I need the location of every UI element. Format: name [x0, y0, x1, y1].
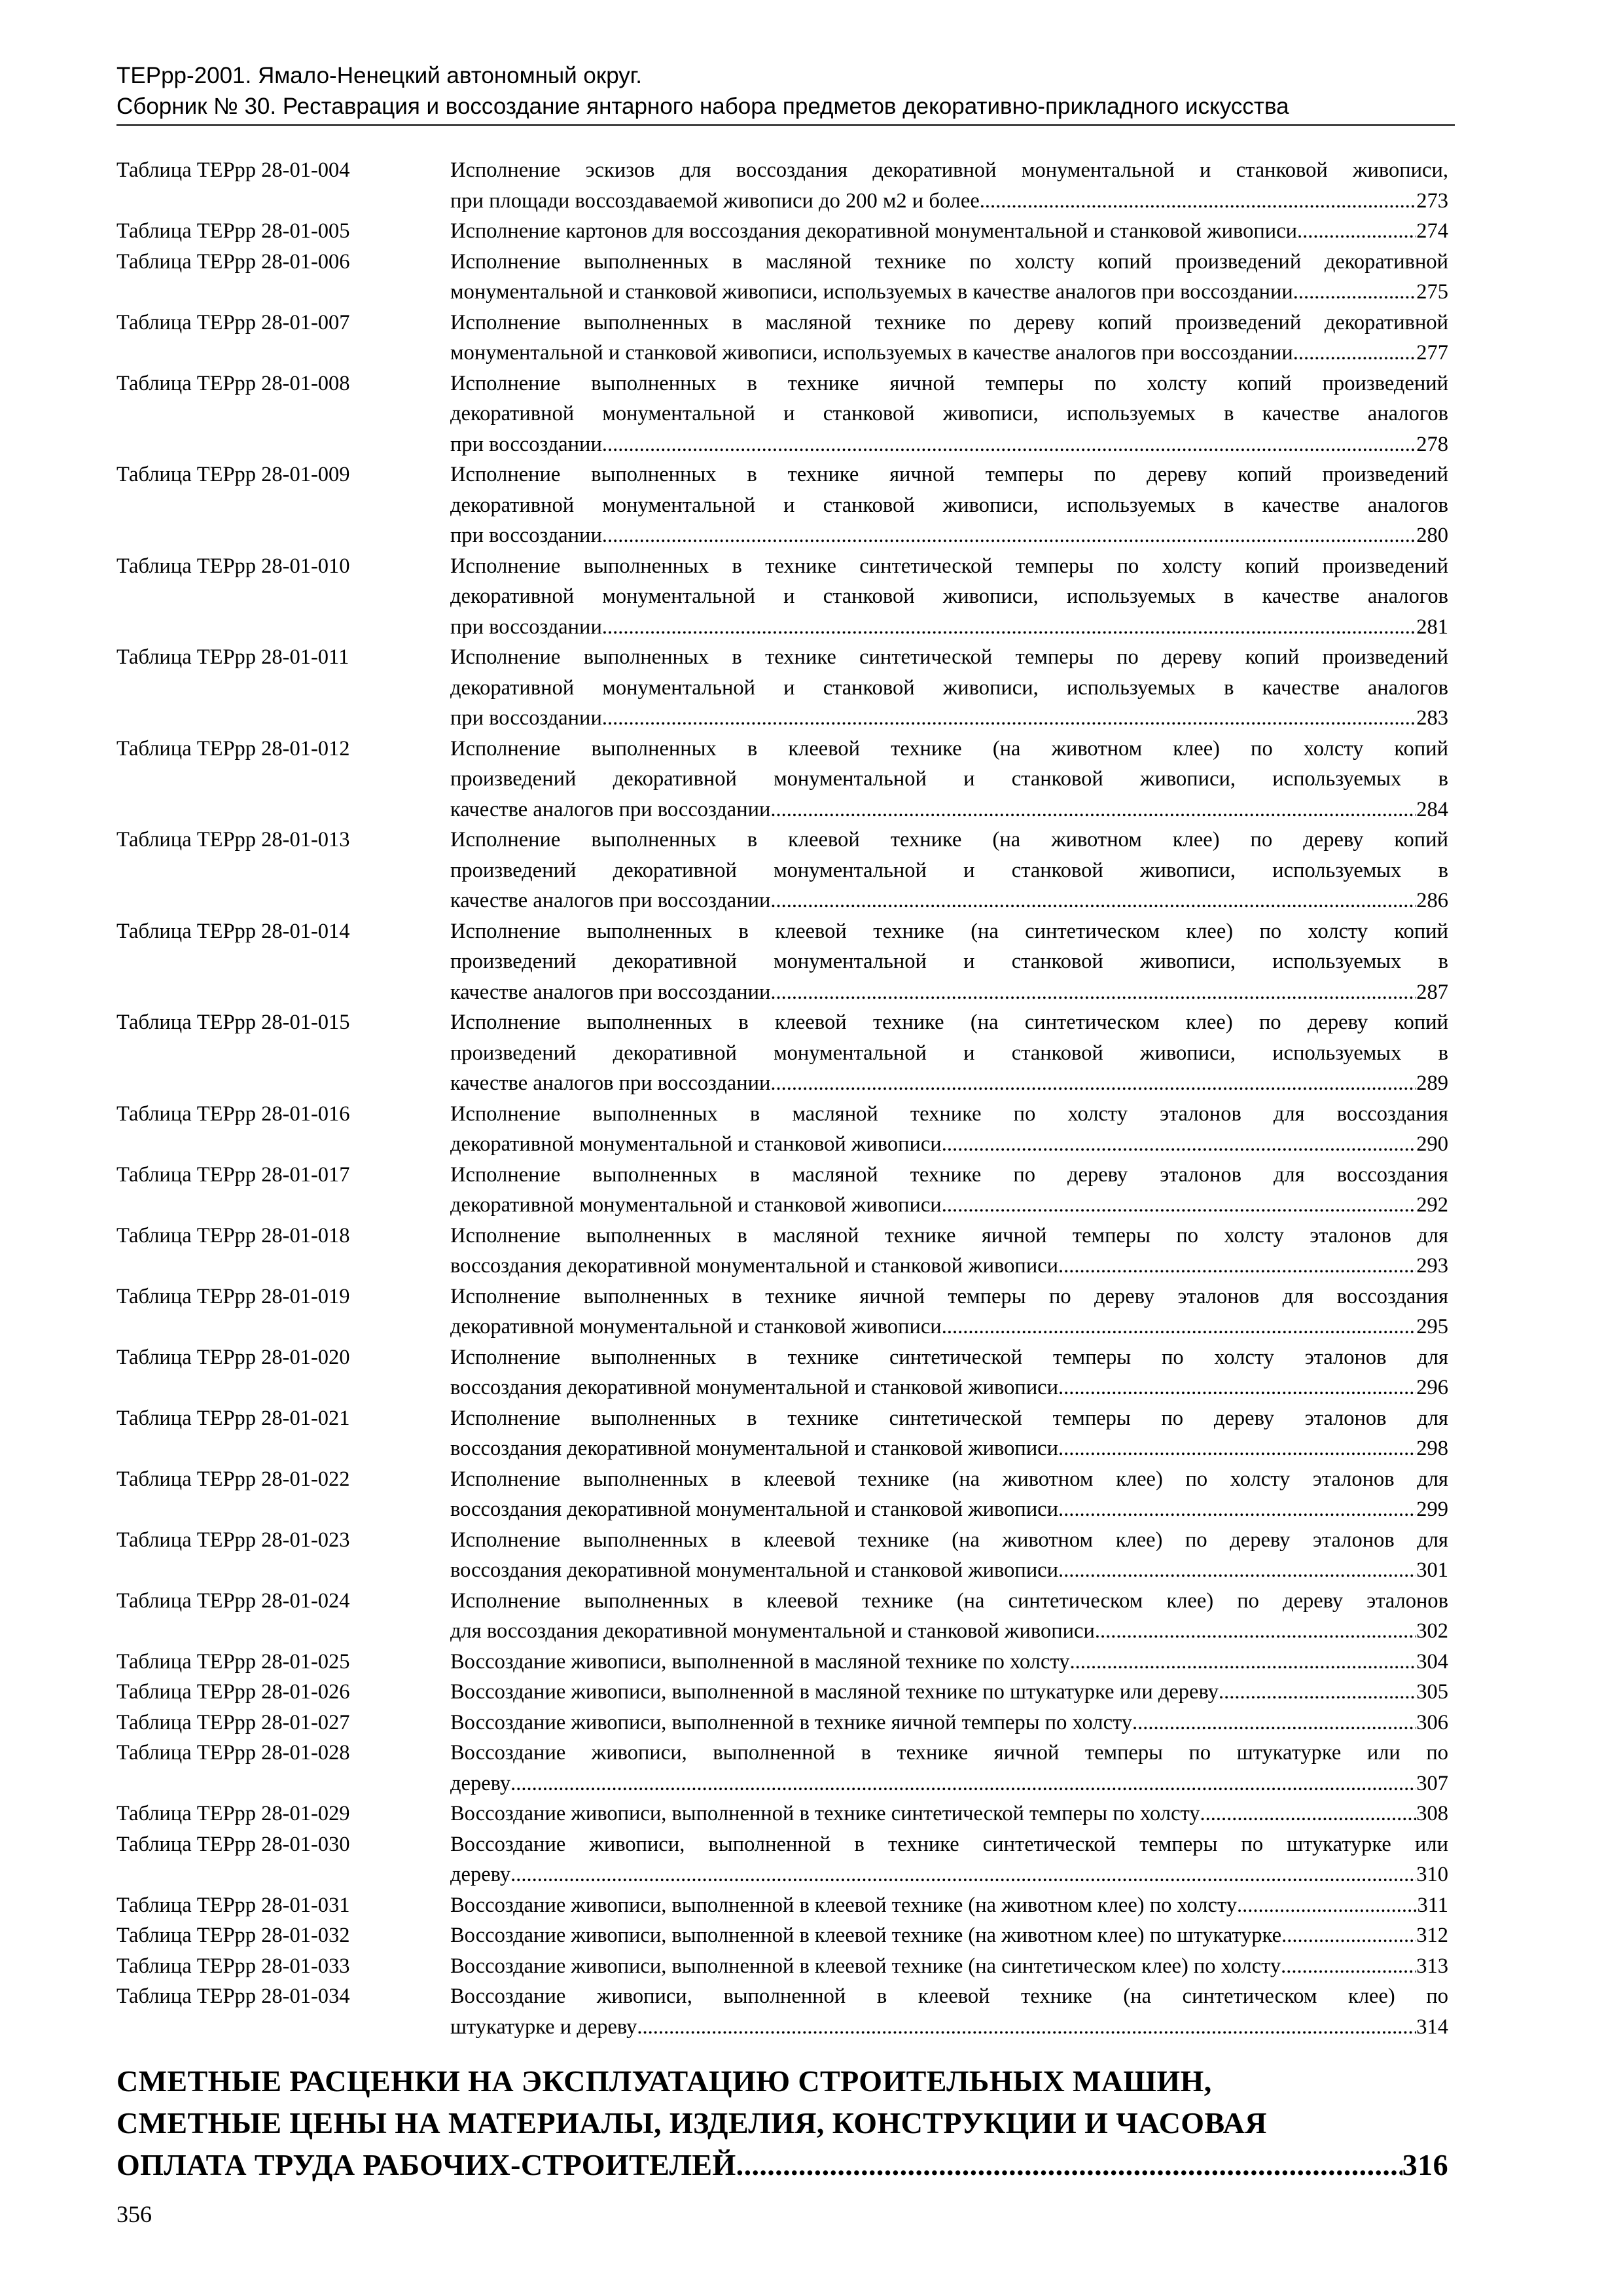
toc-entry-page-number: 306 [1416, 1710, 1448, 1734]
dot-leader [1281, 1920, 1416, 1951]
toc-entry-last-text: Воссоздание живописи, выполненной в масляной технике по штукатурке или дереву [450, 1680, 1219, 1704]
toc-entry[interactable] [116, 1221, 1448, 1282]
toc-entry-line: произведений декоративной монументальной и станковой живописи, используемых в [450, 1041, 1448, 1065]
toc-entry-page-number: 312 [1416, 1924, 1448, 1947]
toc-entry-line: декоративной монументальной и станковой живописи, используемых в качестве аналогов [450, 493, 1448, 517]
toc-entry[interactable] [116, 1160, 1448, 1221]
toc-entry-page-number: 278 [1416, 432, 1448, 456]
toc-entry-line: декоративной монументальной и станковой живописи, используемых в качестве аналогов [450, 584, 1448, 608]
toc-entry-last-line [450, 186, 1448, 217]
dot-leader [736, 2144, 1402, 2186]
toc-entry[interactable] [116, 368, 1448, 460]
toc-entry-description [450, 1920, 1448, 1951]
toc-entry-last-line [450, 1859, 1448, 1890]
dot-leader [770, 795, 1416, 825]
dot-leader [1237, 1890, 1417, 1921]
toc-entry-page-number: 307 [1416, 1771, 1448, 1795]
dot-leader [980, 186, 1417, 217]
dot-leader [1058, 1433, 1416, 1464]
toc-entry-description [450, 1799, 1448, 1829]
toc-entry-description [450, 1403, 1448, 1464]
dot-leader [1297, 216, 1416, 247]
toc-entry-description [450, 1829, 1448, 1890]
toc-entry-last-text: качестве аналогов при воссоздании [450, 889, 771, 912]
toc-entry-line: Исполнение выполненных в масляной технике по холсту эталонов для воссоздания [450, 1102, 1448, 1126]
toc-entry-description [450, 551, 1448, 643]
toc-entry-label: Таблица ТЕРрр 28-01-005 [116, 219, 350, 243]
dot-leader [1058, 1555, 1416, 1586]
toc-entry-page-number: 275 [1416, 280, 1448, 304]
toc-entry[interactable] [116, 916, 1448, 1008]
header-subtitle: Сборник № 30. Реставрация и воссоздание янтарного набора предметов декоративно-прикладного искусства [116, 94, 1289, 119]
toc-entry-description [450, 308, 1448, 368]
toc-entry-last-line [450, 1890, 1448, 1921]
header-title: ТЕРрр-2001. Ямало-Ненецкий автономный округ. [116, 63, 643, 88]
toc-entry[interactable] [116, 459, 1448, 551]
toc-entry-description [450, 1342, 1448, 1403]
dot-leader [1219, 1677, 1416, 1708]
dot-leader [942, 1190, 1417, 1221]
toc-entry-label: Таблица ТЕРрр 28-01-022 [116, 1467, 350, 1491]
toc-entry-line: Исполнение выполненных в технике синтетической темперы по холсту эталонов для [450, 1345, 1448, 1369]
toc-entry-label: Таблица ТЕРрр 28-01-007 [116, 310, 350, 334]
toc-entry-page-number: 287 [1416, 980, 1448, 1004]
toc-entry-page-number: 289 [1416, 1071, 1448, 1095]
toc-entry-page-number: 304 [1416, 1649, 1448, 1674]
toc-entry-last-line [450, 1129, 1448, 1160]
toc-entry-last-text: монументальной и станковой живописи, используемых в качестве аналогов при воссоздании [450, 341, 1293, 365]
toc-entry[interactable] [116, 1647, 1448, 1677]
toc-entry-last-text: при воссоздании [450, 706, 602, 730]
toc-entry-last-text: качестве аналогов при воссоздании [450, 797, 771, 821]
toc-entry-description [450, 1464, 1448, 1525]
toc-entry[interactable] [116, 1282, 1448, 1342]
toc-entry-last-text: воссоздания декоративной монументальной и станковой живописи [450, 1254, 1059, 1278]
toc-entry-last-line [450, 1068, 1448, 1099]
toc-entry-description [450, 1951, 1448, 1982]
toc-entry-last-text: декоративной монументальной и станковой живописи [450, 1193, 942, 1217]
toc-entry-last-text: Воссоздание живописи, выполненной в масляной технике по холсту [450, 1649, 1070, 1674]
toc-entry-last-text: декоративной монументальной и станковой живописи [450, 1132, 942, 1156]
toc-entry-line: Исполнение выполненных в технике синтетической темперы по дереву эталонов для [450, 1406, 1448, 1430]
toc-entry[interactable] [116, 1586, 1448, 1647]
toc-entry-label: Таблица ТЕРрр 28-01-030 [116, 1832, 350, 1856]
toc-entry-description [450, 1890, 1448, 1921]
toc-entry-last-line [450, 1768, 1448, 1799]
toc-entry-description [450, 216, 1448, 247]
toc-entry-page-number: 283 [1416, 706, 1448, 730]
toc-entry-last-line [450, 886, 1448, 916]
toc-entry-last-text: при площади воссоздаваемой живописи до 200 м2 и более [450, 188, 980, 213]
toc-entry-last-text: декоративной монументальной и станковой живописи [450, 1315, 942, 1338]
toc-entry-last-line [450, 429, 1448, 460]
dot-leader [602, 429, 1416, 460]
toc-entry-description [450, 1099, 1448, 1160]
toc-entry-description [450, 1221, 1448, 1282]
toc-entry-label: Таблица ТЕРрр 28-01-016 [116, 1102, 350, 1126]
toc-entry-label: Таблица ТЕРрр 28-01-023 [116, 1528, 350, 1552]
toc-entry[interactable] [116, 1981, 1448, 2042]
dot-leader [1281, 1951, 1416, 1982]
toc-entry-label: Таблица ТЕРрр 28-01-014 [116, 919, 350, 943]
toc-entry-description [450, 1708, 1448, 1738]
toc-entry-description [450, 1677, 1448, 1708]
toc-entry-label: Таблица ТЕРрр 28-01-020 [116, 1345, 350, 1369]
toc-entry-line: Исполнение выполненных в клеевой технике (на животном клее) по дереву копий [450, 828, 1448, 852]
toc-entry[interactable] [116, 1342, 1448, 1403]
toc-entry-page-number: 293 [1416, 1254, 1448, 1278]
toc-entry-description [450, 734, 1448, 825]
toc-entry-line: Исполнение выполненных в технике яичной темперы по дереву копий произведений [450, 463, 1448, 486]
toc-entry-last-line [450, 338, 1448, 368]
toc-entry-line: Исполнение выполненных в технике синтетической темперы по холсту копий произведений [450, 554, 1448, 578]
toc-entry[interactable] [116, 1890, 1448, 1921]
toc-entry-page-number: 292 [1416, 1193, 1448, 1217]
toc-entry-label: Таблица ТЕРрр 28-01-011 [116, 645, 349, 669]
toc-entry-last-line [450, 1677, 1448, 1708]
toc-entry-label: Таблица ТЕРрр 28-01-010 [116, 554, 350, 578]
toc-entry-page-number: 290 [1416, 1132, 1448, 1156]
toc-entry-page-number: 299 [1416, 1498, 1448, 1521]
toc-entry-last-line [450, 1708, 1448, 1738]
toc-entry-page-number: 295 [1416, 1315, 1448, 1338]
toc-entry[interactable] [116, 1708, 1448, 1738]
toc-entry-label: Таблица ТЕРрр 28-01-015 [116, 1011, 350, 1034]
toc-entry[interactable] [116, 1403, 1448, 1464]
toc-entry-last-line [450, 520, 1448, 551]
toc-entry-description [450, 1525, 1448, 1586]
toc-entry-description [450, 368, 1448, 460]
toc-entry-label: Таблица ТЕРрр 28-01-008 [116, 371, 350, 395]
toc-entry-last-line [450, 1799, 1448, 1829]
toc-entry-page-number: 308 [1416, 1802, 1448, 1825]
toc-entry[interactable] [116, 1099, 1448, 1160]
toc-entry-last-text: Исполнение картонов для воссоздания декоративной монументальной и станковой живописи [450, 219, 1298, 243]
toc-entry[interactable] [116, 247, 1448, 308]
toc-entry-line: Воссоздание живописи, выполненной в клеевой технике (на синтетическом клее) по [450, 1984, 1448, 2008]
toc-entry-page-number: 310 [1416, 1863, 1448, 1886]
toc-entry-last-line [450, 1494, 1448, 1525]
toc-entry-description [450, 1738, 1448, 1799]
section-heading[interactable] [116, 2060, 1448, 2186]
toc-entry-label: Таблица ТЕРрр 28-01-029 [116, 1802, 350, 1825]
toc-entry-label: Таблица ТЕРрр 28-01-021 [116, 1406, 350, 1430]
section-heading-line-1: СМЕТНЫЕ РАСЦЕНКИ НА ЭКСПЛУАТАЦИЮ СТРОИТЕЛЬНЫХ МАШИН, [116, 2064, 1212, 2098]
toc-entry-last-line [450, 1616, 1448, 1647]
toc-entry-page-number: 274 [1416, 219, 1448, 243]
toc-entry-line: произведений декоративной монументальной и станковой живописи, используемых в [450, 950, 1448, 973]
toc-entry-label: Таблица ТЕРрр 28-01-033 [116, 1954, 350, 1978]
dot-leader [1058, 1372, 1416, 1403]
toc-entry[interactable] [116, 216, 1448, 247]
dot-leader [770, 977, 1416, 1008]
toc-entry-description [450, 642, 1448, 734]
toc-entry-label: Таблица ТЕРрр 28-01-013 [116, 828, 350, 852]
toc-entry-page-number: 301 [1416, 1558, 1448, 1582]
toc-entry-label: Таблица ТЕРрр 28-01-027 [116, 1710, 350, 1734]
toc-entry-label: Таблица ТЕРрр 28-01-009 [116, 463, 350, 486]
toc-entry-last-text: Воссоздание живописи, выполненной в клеевой технике (на животном клее) по штукатурке [450, 1924, 1282, 1947]
toc-entry-last-line [450, 216, 1448, 247]
toc-entry-line: Исполнение выполненных в клеевой технике (на синтетическом клее) по холсту копий [450, 919, 1448, 943]
toc-entry-page-number: 296 [1416, 1376, 1448, 1399]
toc-entry-label: Таблица ТЕРрр 28-01-034 [116, 1984, 350, 2008]
toc-entry-last-line [450, 1555, 1448, 1586]
toc-entry-last-text: дереву [450, 1863, 511, 1886]
toc-entry[interactable] [116, 1007, 1448, 1099]
dot-leader [637, 2012, 1416, 2043]
toc-entry[interactable] [116, 1677, 1448, 1708]
toc-entry-line: Исполнение выполненных в клеевой технике (на животном клее) по холсту эталонов для [450, 1467, 1448, 1491]
dot-leader [1069, 1647, 1416, 1677]
toc-entry-label: Таблица ТЕРрр 28-01-031 [116, 1893, 350, 1917]
toc-entry-last-line [450, 1647, 1448, 1677]
toc-entry-description [450, 1647, 1448, 1677]
toc-entry-label: Таблица ТЕРрр 28-01-026 [116, 1680, 350, 1704]
toc-entry-last-line [450, 703, 1448, 734]
toc-entry-last-text: воссоздания декоративной монументальной и станковой живописи [450, 1437, 1059, 1460]
toc-entry-label: Таблица ТЕРрр 28-01-025 [116, 1649, 350, 1674]
toc-entry-line: Исполнение выполненных в масляной технике по холсту копий произведений декоративной [450, 249, 1448, 274]
toc-entry-description [450, 825, 1448, 916]
toc-entry-page-number: 277 [1416, 341, 1448, 365]
toc-entry[interactable] [116, 1951, 1448, 1982]
dot-leader [1058, 1494, 1416, 1525]
toc-entry-page-number: 286 [1416, 889, 1448, 912]
dot-leader [1095, 1616, 1416, 1647]
toc-entry-line: Исполнение выполненных в технике яичной темперы по холсту копий произведений [450, 371, 1448, 395]
toc-entry-last-text: монументальной и станковой живописи, используемых в качестве аналогов при воссоздании [450, 280, 1293, 304]
toc-entry-description [450, 459, 1448, 551]
toc-entry-last-text: воссоздания декоративной монументальной и станковой живописи [450, 1558, 1059, 1582]
toc-entry-description [450, 247, 1448, 308]
dot-leader [942, 1129, 1417, 1160]
toc-entry-last-line [450, 1433, 1448, 1464]
toc-entry[interactable] [116, 825, 1448, 916]
toc-entry[interactable] [116, 1920, 1448, 1951]
toc-entry[interactable] [116, 1738, 1448, 1799]
toc-entry-last-text: дереву [450, 1771, 511, 1795]
toc-entry-label: Таблица ТЕРрр 28-01-028 [116, 1741, 350, 1765]
toc-entry[interactable] [116, 734, 1448, 825]
toc-entry-line: Исполнение выполненных в масляной технике яичной темперы по холсту эталонов для [450, 1223, 1448, 1247]
toc-entry-line: произведений декоративной монументальной и станковой живописи, используемых в [450, 767, 1448, 791]
toc-entry-last-text: Воссоздание живописи, выполненной в технике синтетической темперы по холсту [450, 1802, 1200, 1825]
toc-entry-line: Воссоздание живописи, выполненной в технике синтетической темперы по штукатурке или [450, 1832, 1448, 1856]
toc-entry-last-text: для воссоздания декоративной монументальной и станковой живописи [450, 1619, 1095, 1643]
toc-entry[interactable] [116, 642, 1448, 734]
toc-entry-last-line [450, 1251, 1448, 1282]
toc-entry-last-text: воссоздания декоративной монументальной и станковой живописи [450, 1498, 1059, 1521]
dot-leader [510, 1859, 1416, 1890]
toc-entry-line: Исполнение выполненных в технике синтетической темперы по дереву копий произведений [450, 645, 1448, 669]
toc-entry-last-line [450, 1951, 1448, 1982]
dot-leader [602, 520, 1416, 551]
toc-entry-page-number: 280 [1416, 524, 1448, 547]
toc-entry-last-line [450, 1920, 1448, 1951]
toc-entry-label: Таблица ТЕРрр 28-01-006 [116, 249, 350, 274]
toc-entry-description [450, 1007, 1448, 1099]
toc-entry[interactable] [116, 1799, 1448, 1829]
toc-entry[interactable] [116, 1525, 1448, 1586]
toc-entry-line: Исполнение выполненных в технике яичной темперы по дереву эталонов для воссоздания [450, 1284, 1448, 1308]
toc-entry-line: Исполнение выполненных в клеевой технике (на животном клее) по дереву эталонов для [450, 1528, 1448, 1552]
toc-entry-description [450, 155, 1448, 216]
toc-entry-last-text: Воссоздание живописи, выполненной в клеевой технике (на синтетическом клее) по холсту [450, 1954, 1281, 1978]
toc-entry-description [450, 1282, 1448, 1342]
toc-entry-label: Таблица ТЕРрр 28-01-024 [116, 1588, 350, 1613]
dot-leader [510, 1768, 1416, 1799]
toc-entry-line: Исполнение выполненных в клеевой технике (на синтетическом клее) по дереву эталонов [450, 1588, 1448, 1613]
toc-entry-line: произведений декоративной монументальной и станковой живописи, используемых в [450, 858, 1448, 882]
toc-entry-page-number: 311 [1417, 1893, 1448, 1917]
toc-entry-page-number: 305 [1416, 1680, 1448, 1704]
toc-entry-last-line [450, 277, 1448, 308]
toc-entry-last-text: воссоздания декоративной монументальной и станковой живописи [450, 1376, 1059, 1399]
toc-entry[interactable] [116, 1829, 1448, 1890]
toc-entry-last-line [450, 1372, 1448, 1403]
section-heading-line-2: СМЕТНЫЕ ЦЕНЫ НА МАТЕРИАЛЫ, ИЗДЕЛИЯ, КОНСТРУКЦИИ И ЧАСОВАЯ [116, 2106, 1267, 2140]
toc-entry-line: Исполнение выполненных в масляной технике по дереву копий произведений декоративной [450, 310, 1448, 334]
toc-entry-last-text: Воссоздание живописи, выполненной в технике яичной темперы по холсту [450, 1710, 1133, 1734]
dot-leader [1058, 1251, 1416, 1282]
toc-entry[interactable] [116, 308, 1448, 368]
toc-entry[interactable] [116, 1464, 1448, 1525]
dot-leader [770, 886, 1416, 916]
toc-entry-page-number: 281 [1416, 615, 1448, 639]
toc-entry-last-line [450, 2012, 1448, 2043]
toc-entry-last-text: качестве аналогов при воссоздании [450, 1071, 771, 1095]
toc-entry-line: декоративной монументальной и станковой живописи, используемых в качестве аналогов [450, 675, 1448, 700]
toc-entry-label: Таблица ТЕРрр 28-01-032 [116, 1924, 350, 1947]
toc-entry-description [450, 916, 1448, 1008]
toc-entry-last-line [450, 1190, 1448, 1221]
dot-leader [942, 1312, 1417, 1342]
toc-entry[interactable] [116, 551, 1448, 643]
toc-entry-line: Исполнение выполненных в клеевой технике (на синтетическом клее) по дереву копий [450, 1011, 1448, 1034]
dot-leader [1293, 338, 1416, 368]
page-header [116, 60, 1455, 126]
toc-entry-page-number: 302 [1416, 1619, 1448, 1643]
toc-entry-line: Исполнение выполненных в клеевой технике (на животном клее) по холсту копий [450, 736, 1448, 761]
toc-entry-line: декоративной монументальной и станковой живописи, используемых в качестве аналогов [450, 402, 1448, 425]
toc-entry-page-number: 314 [1416, 2015, 1448, 2039]
dot-leader [602, 612, 1416, 643]
toc-entry-page-number: 284 [1416, 797, 1448, 821]
toc-entry-last-line [450, 795, 1448, 825]
section-page-number: 316 [1402, 2148, 1448, 2181]
toc-entry-line: Воссоздание живописи, выполненной в технике яичной темперы по штукатурке или по [450, 1741, 1448, 1765]
toc-entry-line: Исполнение выполненных в масляной технике по дереву эталонов для воссоздания [450, 1162, 1448, 1187]
toc-entry-description [450, 1981, 1448, 2042]
toc-entry-label: Таблица ТЕРрр 28-01-012 [116, 736, 350, 761]
section-heading-text: ОПЛАТА ТРУДА РАБОЧИХ-СТРОИТЕЛЕЙ [116, 2148, 736, 2181]
section-heading-line-3 [116, 2144, 1448, 2186]
dot-leader [602, 703, 1416, 734]
toc-entry-line: Исполнение эскизов для воссоздания декоративной монументальной и станковой живописи, [450, 158, 1448, 182]
toc-entry-last-text: при воссоздании [450, 432, 602, 456]
toc-entry-last-text: штукатурке и дереву [450, 2015, 637, 2039]
table-of-contents [116, 155, 1448, 2042]
toc-entry-last-line [450, 612, 1448, 643]
dot-leader [770, 1068, 1416, 1099]
toc-entry-page-number: 273 [1416, 188, 1448, 213]
page-number: 356 [116, 2201, 152, 2227]
toc-entry-last-text: качестве аналогов при воссоздании [450, 980, 771, 1004]
dot-leader [1293, 277, 1416, 308]
toc-entry-page-number: 313 [1416, 1954, 1448, 1978]
dot-leader [1132, 1708, 1416, 1738]
toc-entry-last-line [450, 977, 1448, 1008]
toc-entry-last-text: при воссоздании [450, 615, 602, 639]
toc-entry-last-text: Воссоздание живописи, выполненной в клеевой технике (на животном клее) по холсту [450, 1893, 1237, 1917]
toc-entry[interactable] [116, 155, 1448, 216]
dot-leader [1200, 1799, 1417, 1829]
toc-entry-label: Таблица ТЕРрр 28-01-018 [116, 1223, 350, 1247]
toc-entry-label: Таблица ТЕРрр 28-01-004 [116, 158, 350, 182]
toc-entry-last-text: при воссоздании [450, 524, 602, 547]
toc-entry-description [450, 1160, 1448, 1221]
toc-entry-description [450, 1586, 1448, 1647]
toc-entry-last-line [450, 1312, 1448, 1342]
toc-entry-label: Таблица ТЕРрр 28-01-017 [116, 1162, 350, 1187]
toc-entry-label: Таблица ТЕРрр 28-01-019 [116, 1284, 350, 1308]
toc-entry-page-number: 298 [1416, 1437, 1448, 1460]
